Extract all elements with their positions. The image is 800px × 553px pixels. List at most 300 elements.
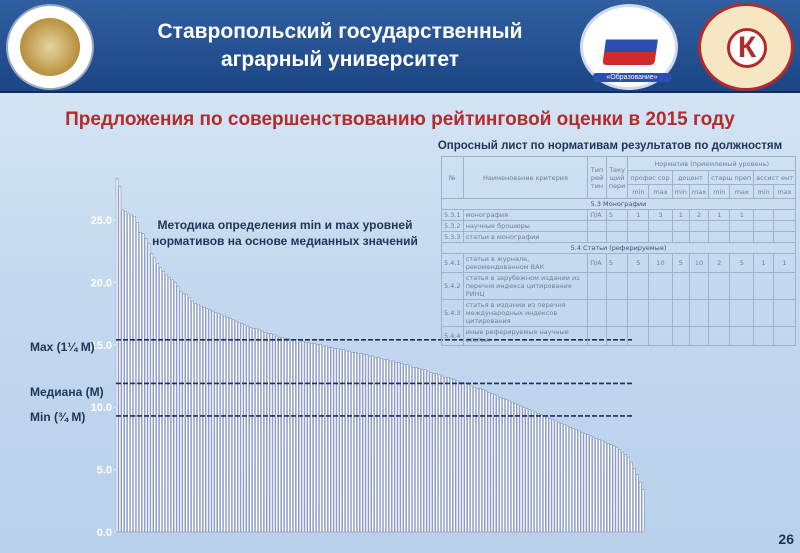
row-norm-value <box>649 273 672 300</box>
minmax-cell: min <box>754 185 774 199</box>
bar <box>343 350 345 532</box>
row-norm-value <box>628 221 649 232</box>
row-norm-value: 10 <box>689 254 708 273</box>
row-norm-value <box>709 232 730 243</box>
bar <box>363 355 365 532</box>
row-norm-value <box>773 300 795 327</box>
bar <box>555 421 557 532</box>
bar <box>447 377 449 532</box>
bar <box>552 420 554 532</box>
bar <box>197 305 199 532</box>
bar <box>616 447 618 532</box>
bar <box>273 335 275 532</box>
row-norm-value <box>672 327 689 346</box>
row-norm-value: 5 <box>672 254 689 273</box>
method-caption-line-1: Методика определения min и max уровней <box>157 218 413 232</box>
bar <box>366 355 368 532</box>
bar <box>218 314 220 532</box>
row-norm-value: 2 <box>689 210 708 221</box>
col-number: № <box>442 157 464 199</box>
row-norm-value <box>672 273 689 300</box>
bar <box>593 437 595 532</box>
row-period: 5 <box>606 210 628 221</box>
bar <box>287 339 289 532</box>
bar <box>503 398 505 532</box>
row-norm-value: 10 <box>649 254 672 273</box>
row-norm-value: 1 <box>672 210 689 221</box>
row-norm-value <box>754 327 774 346</box>
row-norm-value <box>672 300 689 327</box>
bar <box>279 337 281 532</box>
bar <box>244 325 246 532</box>
row-period <box>606 232 628 243</box>
table-row <box>442 327 796 346</box>
method-caption <box>140 217 430 249</box>
row-norm-value <box>730 273 754 300</box>
row-norm-value: 1 <box>628 210 649 221</box>
max-label: Max (1¼ M) <box>30 340 95 354</box>
minmax-cell: max <box>730 185 754 199</box>
row-type <box>588 221 607 232</box>
bar <box>322 346 324 532</box>
row-type <box>588 273 607 300</box>
bar <box>116 179 118 532</box>
bar <box>253 329 255 532</box>
row-criterion: статьи в журнале, рекомендованном ВАК <box>463 254 588 273</box>
bar <box>351 352 353 532</box>
row-norm-value <box>628 300 649 327</box>
bar <box>340 350 342 532</box>
bar <box>395 362 397 532</box>
row-criterion: монография <box>463 210 588 221</box>
row-norm-value: 3 <box>649 210 672 221</box>
bar <box>136 222 138 532</box>
minmax-cell: max <box>773 185 795 199</box>
bar <box>529 410 531 532</box>
col-period: Теку щий пери <box>606 157 628 199</box>
bar <box>264 332 266 532</box>
bar <box>639 482 641 532</box>
bar <box>119 186 121 532</box>
bar <box>224 316 226 532</box>
row-norm-value <box>730 327 754 346</box>
bar <box>346 351 348 532</box>
row-norm-value <box>730 221 754 232</box>
pos-assistant: ассист ент <box>754 171 796 185</box>
bar <box>482 390 484 532</box>
bar <box>430 372 432 532</box>
bar <box>607 443 609 532</box>
pos-professor: профес сор <box>628 171 672 185</box>
minmax-cell: max <box>689 185 708 199</box>
bar <box>511 402 513 532</box>
bar <box>561 423 563 532</box>
row-period <box>606 300 628 327</box>
row-norm-value <box>709 221 730 232</box>
bar <box>145 239 147 532</box>
pos-senior: старш преп <box>709 171 754 185</box>
row-criterion: иные реферируемые научные статьи <box>463 327 588 346</box>
minmax-cell: max <box>649 185 672 199</box>
bar <box>229 319 231 532</box>
bar <box>125 211 127 532</box>
row-number: 5.4.2 <box>442 273 464 300</box>
bar <box>314 344 316 532</box>
row-norm-value <box>628 327 649 346</box>
bar <box>186 295 188 532</box>
bar <box>128 214 130 532</box>
row-number: 5.3.3 <box>442 232 464 243</box>
row-number: 5.4.1 <box>442 254 464 273</box>
bar <box>476 388 478 532</box>
bar <box>215 312 217 532</box>
y-tick-label: 20.0 <box>90 277 112 290</box>
row-period <box>606 273 628 300</box>
col-type: Тип рей тин <box>588 157 607 199</box>
bar <box>505 400 507 532</box>
bar <box>517 405 519 532</box>
bar <box>317 345 319 532</box>
bar <box>567 426 569 532</box>
bar <box>171 280 173 532</box>
bar <box>174 282 176 532</box>
bar <box>549 418 551 532</box>
bar <box>282 337 284 532</box>
section-row <box>442 199 796 210</box>
bar <box>151 254 153 532</box>
row-norm-value: 1 <box>730 210 754 221</box>
table-row <box>442 221 796 232</box>
bar <box>590 436 592 532</box>
bar <box>133 216 135 532</box>
row-norm-value <box>709 327 730 346</box>
bar <box>604 442 606 532</box>
bar <box>479 388 481 532</box>
row-norm-value <box>773 221 795 232</box>
row-type: П/А <box>588 254 607 273</box>
bar <box>334 349 336 532</box>
row-norm-value <box>689 300 708 327</box>
bar <box>459 382 461 532</box>
bar <box>558 422 560 532</box>
row-number: 5.4.4 <box>442 327 464 346</box>
row-norm-value <box>649 232 672 243</box>
bar <box>581 432 583 532</box>
row-norm-value: 1 <box>709 210 730 221</box>
bar <box>622 452 624 532</box>
row-norm-value <box>730 300 754 327</box>
bar <box>276 336 278 532</box>
bar <box>633 468 635 532</box>
row-norm-value <box>672 232 689 243</box>
survey-table <box>441 156 796 346</box>
bar <box>523 407 525 532</box>
bar <box>453 380 455 532</box>
bar <box>305 342 307 532</box>
row-criterion: статьи в монографии <box>463 232 588 243</box>
bar <box>508 401 510 532</box>
bar <box>407 365 409 532</box>
bar <box>221 315 223 532</box>
bar <box>331 347 333 532</box>
slide-title: Предложения по совершенствованию рейтинговой оценки в 2015 году <box>65 109 735 130</box>
bar <box>412 367 414 532</box>
bar <box>357 354 359 532</box>
bar <box>247 326 249 532</box>
bar <box>354 352 356 532</box>
bar <box>410 366 412 532</box>
bar <box>456 381 458 532</box>
bar <box>296 340 298 532</box>
minmax-cell: min <box>709 185 730 199</box>
bar <box>433 373 435 532</box>
row-norm-value <box>754 232 774 243</box>
table-row <box>442 300 796 327</box>
table-row <box>442 210 796 221</box>
bar <box>142 234 144 532</box>
bar <box>572 428 574 532</box>
bar <box>238 322 240 532</box>
bar <box>520 406 522 532</box>
bar <box>122 210 124 532</box>
row-norm-value <box>689 273 708 300</box>
median-label: Медиана (M) <box>30 385 104 399</box>
row-number: 5.4.3 <box>442 300 464 327</box>
bar <box>157 264 159 532</box>
bar <box>442 376 444 532</box>
row-type <box>588 327 607 346</box>
table-row <box>442 273 796 300</box>
bar <box>383 360 385 532</box>
bar <box>270 334 272 532</box>
row-norm-value <box>754 273 774 300</box>
bar <box>154 257 156 532</box>
minmax-cell: min <box>672 185 689 199</box>
method-caption-line-2: нормативов на основе медианных значений <box>152 234 418 248</box>
row-norm-value <box>773 210 795 221</box>
bar <box>381 359 383 532</box>
bar <box>372 356 374 532</box>
bar <box>232 320 234 532</box>
bar <box>319 345 321 532</box>
row-period <box>606 221 628 232</box>
bar <box>258 330 260 532</box>
bar <box>421 370 423 532</box>
row-norm-value <box>649 327 672 346</box>
bar <box>628 457 630 532</box>
row-period: 5 <box>606 254 628 273</box>
bar <box>183 294 185 532</box>
bar <box>535 412 537 532</box>
bar <box>471 386 473 532</box>
table-row <box>442 254 796 273</box>
row-criterion: научные брошюры <box>463 221 588 232</box>
bar <box>165 275 167 532</box>
bar <box>462 382 464 532</box>
bar <box>584 433 586 532</box>
bar <box>564 425 566 532</box>
row-norm-value <box>754 210 774 221</box>
y-tick-label: 0.0 <box>96 527 112 539</box>
page-number: 26 <box>778 531 794 547</box>
row-number: 5.3.2 <box>442 221 464 232</box>
row-norm-value: 1 <box>773 254 795 273</box>
bar <box>526 408 528 532</box>
bar <box>491 393 493 532</box>
row-type: П/А <box>588 210 607 221</box>
row-norm-value <box>689 232 708 243</box>
bar <box>444 377 446 532</box>
bar <box>575 430 577 532</box>
bar <box>642 490 644 532</box>
bar <box>299 341 301 532</box>
row-norm-value <box>709 273 730 300</box>
bar <box>543 416 545 532</box>
bar <box>180 291 182 532</box>
bar <box>131 215 133 532</box>
bar <box>285 339 287 532</box>
bar <box>532 411 534 532</box>
bar <box>404 365 406 532</box>
bar <box>308 342 310 532</box>
bar <box>369 356 371 532</box>
row-norm-value <box>773 273 795 300</box>
bar <box>194 304 196 532</box>
bar <box>203 307 205 532</box>
bar <box>389 361 391 532</box>
y-tick-label: 15.0 <box>90 339 112 352</box>
title-line-1: Ставропольский государственный <box>157 20 523 43</box>
bar <box>500 397 502 532</box>
row-period <box>606 327 628 346</box>
row-type <box>588 300 607 327</box>
section-title: 5.4 Статьи (реферируемые) <box>442 243 796 254</box>
survey-title: Опросный лист по нормативам результатов по должностям <box>437 140 783 152</box>
bar <box>163 271 165 532</box>
bar <box>360 354 362 532</box>
bar <box>619 450 621 532</box>
table-row <box>442 232 796 243</box>
row-norm-value <box>754 221 774 232</box>
bar <box>290 340 292 532</box>
bar <box>485 391 487 532</box>
bar <box>630 462 632 532</box>
bar <box>596 438 598 532</box>
badge-mid-label: «Образование» <box>593 73 671 82</box>
row-norm-value <box>649 221 672 232</box>
row-norm-value <box>672 221 689 232</box>
row-norm-value <box>689 221 708 232</box>
row-norm-value <box>649 300 672 327</box>
row-norm-value: 2 <box>709 254 730 273</box>
bar <box>474 387 476 532</box>
bar <box>450 378 452 532</box>
bar <box>439 375 441 532</box>
bar <box>235 321 237 532</box>
row-norm-value: 5 <box>730 254 754 273</box>
bar <box>226 317 228 532</box>
bar <box>328 347 330 532</box>
row-type <box>588 232 607 243</box>
bar <box>578 431 580 532</box>
bar <box>160 267 162 532</box>
bar <box>569 427 571 532</box>
row-norm-value <box>773 327 795 346</box>
bar <box>424 370 426 532</box>
bar <box>636 475 638 532</box>
minmax-cell: min <box>628 185 649 199</box>
row-norm-value <box>773 232 795 243</box>
quality-k-icon: К <box>727 28 767 68</box>
survey-body <box>442 199 796 346</box>
bar <box>587 435 589 532</box>
bar <box>537 413 539 532</box>
bar <box>398 362 400 532</box>
row-norm-value <box>754 300 774 327</box>
bar <box>139 232 141 532</box>
bar <box>349 351 351 532</box>
row-norm-value <box>628 232 649 243</box>
bar <box>540 415 542 532</box>
bar <box>261 331 263 532</box>
pos-docent: доцент <box>672 171 708 185</box>
row-norm-value: 1 <box>754 254 774 273</box>
y-tick-label: 25.0 <box>90 214 112 227</box>
min-label: Min (¾ M) <box>30 410 86 424</box>
row-number: 5.3.1 <box>442 210 464 221</box>
bar <box>514 403 516 532</box>
bar <box>250 327 252 532</box>
bar <box>601 441 603 532</box>
bar <box>418 368 420 532</box>
bar <box>401 364 403 533</box>
bar <box>302 341 304 532</box>
row-norm-value: 5 <box>628 254 649 273</box>
bar <box>465 383 467 532</box>
bar <box>256 329 258 532</box>
bar <box>206 309 208 532</box>
row-criterion: статья в издании из перечня международных индексов цитирования <box>463 300 588 327</box>
title-line-2: аграрный университет <box>220 48 460 71</box>
bar <box>386 360 388 532</box>
bar <box>293 340 295 532</box>
bar <box>325 346 327 532</box>
y-tick-label: 10.0 <box>90 402 112 415</box>
bar <box>267 334 269 532</box>
section-row <box>442 243 796 254</box>
y-tick-label: 5.0 <box>96 464 112 477</box>
bar <box>311 344 313 532</box>
bar <box>598 440 600 532</box>
bar <box>610 445 612 532</box>
bar <box>189 297 191 532</box>
bar <box>427 371 429 532</box>
bar <box>415 367 417 532</box>
row-norm-value <box>730 232 754 243</box>
bar <box>613 446 615 532</box>
row-norm-value <box>689 327 708 346</box>
row-norm-value <box>628 273 649 300</box>
bar <box>488 392 490 532</box>
row-norm-value <box>709 300 730 327</box>
bar <box>468 385 470 532</box>
bar <box>168 277 170 532</box>
bar <box>392 361 394 532</box>
row-criterion: статья в зарубежном издании из перечня индекса цитирования РИНЦ <box>463 273 588 300</box>
bar <box>241 324 243 532</box>
section-title: 5.3 Монографии <box>442 199 796 210</box>
col-criterion: Наименование критерия <box>463 157 588 199</box>
